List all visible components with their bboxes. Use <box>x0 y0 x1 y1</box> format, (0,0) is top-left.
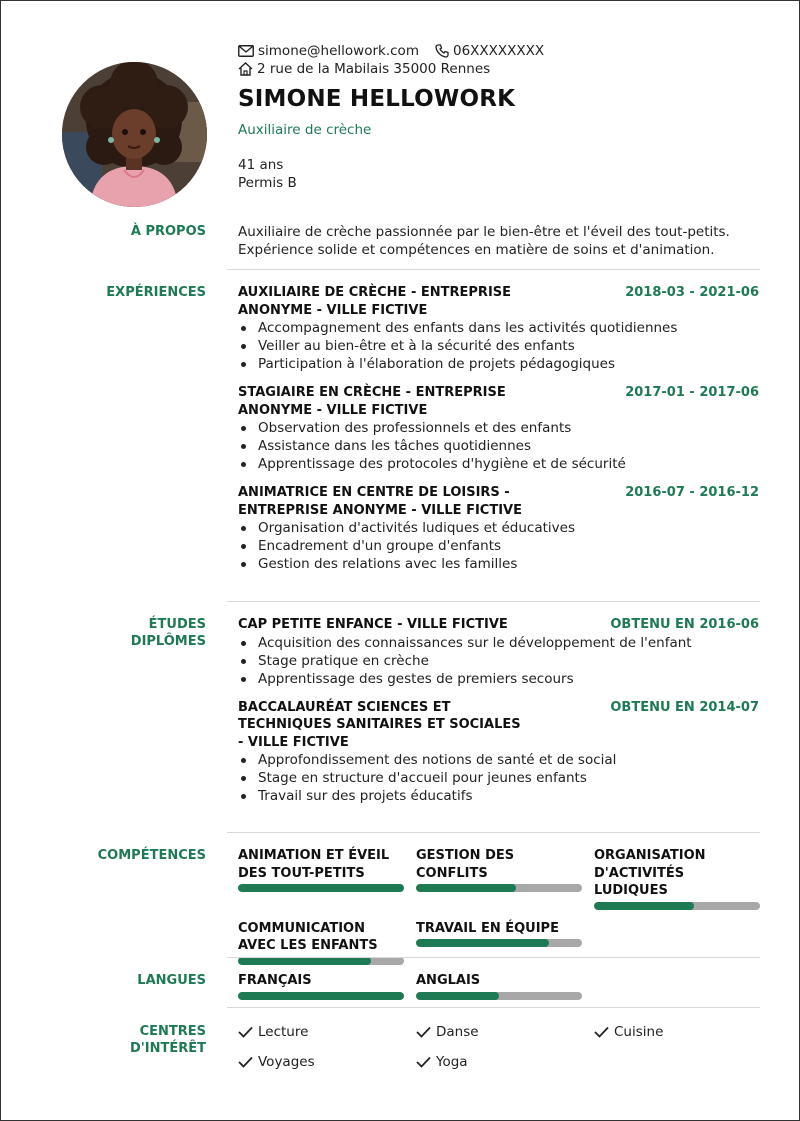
skill-level-fill <box>416 939 549 947</box>
skill-level-bar <box>416 939 582 947</box>
bullet-item: Apprentissage des gestes de premiers secours <box>238 670 759 688</box>
checkmark-icon <box>238 1026 253 1038</box>
entry-date: OBTENU EN 2016-06 <box>610 617 759 632</box>
entry-date: OBTENU EN 2014-07 <box>610 699 759 715</box>
experience-label: EXPÉRIENCES <box>106 285 206 300</box>
language-level-bar <box>238 992 404 1000</box>
entry-title: BACCALAURÉAT SCIENCES ET TECHNIQUES SANITAIRES ET SOCIALES - VILLE FICTIVE <box>238 699 521 750</box>
entry-date: 2016-07 - 2016-12 <box>625 485 759 500</box>
skills-grid <box>238 847 759 965</box>
skill-name: ANIMATION ET ÉVEIL DES TOUT-PETITS <box>238 848 390 881</box>
bullet-item: Apprentissage des protocoles d'hygiène et de sécurité <box>238 455 759 473</box>
avatar-illustration-icon <box>62 62 207 207</box>
skill <box>594 847 760 910</box>
interest-item <box>416 1053 594 1071</box>
interest-item <box>594 1023 760 1041</box>
language <box>416 972 582 1000</box>
bullet-item: Acquisition des connaissances sur le développement de l'enfant <box>238 634 759 652</box>
skill-level-fill <box>594 902 694 910</box>
bullet-item: Assistance dans les tâches quotidiennes <box>238 437 759 455</box>
divider <box>227 832 760 833</box>
email-contact[interactable] <box>238 42 419 60</box>
bullet-item: Observation des professionnels et des enfants <box>238 419 759 437</box>
entry-date: 2018-03 - 2021-06 <box>625 285 759 300</box>
skill-name: ORGANISATION D'ACTIVITÉS LUDIQUES <box>594 848 706 898</box>
divider <box>227 601 760 602</box>
bullet-item: Stage en structure d'accueil pour jeunes enfants <box>238 769 759 787</box>
profile-photo <box>62 62 207 207</box>
bullet-item: Accompagnement des enfants dans les activités quotidiennes <box>238 319 759 337</box>
entry-bullets <box>238 319 759 373</box>
address-contact <box>238 60 490 78</box>
education-entry <box>238 699 759 806</box>
entry-title: STAGIAIRE EN CRÈCHE - ENTREPRISE ANONYME - VILLE FICTIVE <box>238 385 506 418</box>
interest-label: Lecture <box>258 1024 309 1040</box>
age: 41 ans <box>238 157 284 173</box>
header <box>238 42 763 192</box>
language-level-fill <box>238 992 404 1000</box>
checkmark-icon <box>238 1056 253 1068</box>
contact-row-1 <box>238 42 763 60</box>
email-text[interactable]: simone@hellowork.com <box>258 43 419 59</box>
skill-name: COMMUNICATION AVEC LES ENFANTS <box>238 920 378 953</box>
skill-level-bar <box>594 902 760 910</box>
phone-contact[interactable] <box>435 42 544 60</box>
address-text: 2 rue de la Mabilais 35000 Rennes <box>257 61 491 77</box>
divider <box>227 1007 760 1008</box>
bullet-item: Approfondissement des notions de santé et de social <box>238 751 759 769</box>
language-level-bar <box>416 992 582 1000</box>
bullet-item: Participation à l'élaboration de projets pédagogiques <box>238 355 759 373</box>
driving-license: Permis B <box>238 175 297 191</box>
interest-label: Yoga <box>436 1054 468 1070</box>
checkmark-icon <box>416 1056 431 1068</box>
interest-label: Danse <box>436 1024 479 1040</box>
skill-name: GESTION DES CONFLITS <box>416 848 515 881</box>
envelope-icon <box>238 45 254 57</box>
interest-item <box>416 1023 594 1041</box>
interests-label: CENTRES D'INTÉRÊT <box>130 1024 206 1056</box>
experience-entry <box>238 384 759 473</box>
experience-entry <box>238 484 759 573</box>
experience-entry <box>238 284 759 373</box>
phone-text[interactable]: 06XXXXXXXX <box>452 43 545 59</box>
education-label: ÉTUDES DIPLÔMES <box>130 617 206 649</box>
language <box>238 972 404 1000</box>
language-name: FRANÇAIS <box>238 973 312 988</box>
entry-date: 2017-01 - 2017-06 <box>625 385 759 400</box>
interests-grid <box>238 1023 759 1071</box>
bullet-item: Organisation d'activités ludiques et éducatives <box>238 519 759 537</box>
bullet-item: Travail sur des projets éducatifs <box>238 787 759 805</box>
skill <box>238 847 404 910</box>
entry-bullets <box>238 751 759 805</box>
bullet-item: Gestion des relations avec les familles <box>238 555 759 573</box>
divider <box>227 957 760 958</box>
languages-label: LANGUES <box>137 973 206 988</box>
languages-grid <box>238 972 759 1000</box>
checkmark-icon <box>416 1026 431 1038</box>
interest-item <box>238 1053 416 1071</box>
interest-label: Cuisine <box>614 1024 664 1040</box>
skills-label: COMPÉTENCES <box>97 848 206 863</box>
divider <box>227 269 760 270</box>
skill-level-bar <box>238 884 404 892</box>
entry-title: AUXILIAIRE DE CRÈCHE - ENTREPRISE ANONYME - VILLE FICTIVE <box>238 285 512 318</box>
entry-bullets <box>238 419 759 473</box>
education-entry <box>238 616 759 688</box>
bullet-item: Stage pratique en crèche <box>238 652 759 670</box>
entry-bullets <box>238 519 759 573</box>
skill-level-fill <box>238 884 404 892</box>
job-title: Auxiliaire de crèche <box>238 122 372 138</box>
interest-item <box>238 1023 416 1041</box>
skill-level-fill <box>416 884 516 892</box>
skill <box>416 847 582 910</box>
interest-label: Voyages <box>258 1054 315 1070</box>
entry-bullets <box>238 634 759 688</box>
language-name: ANGLAIS <box>416 973 481 988</box>
contact-row-2 <box>238 60 763 78</box>
skill-name: TRAVAIL EN ÉQUIPE <box>416 920 559 936</box>
phone-icon <box>435 44 449 58</box>
language-level-fill <box>416 992 499 1000</box>
entry-title: CAP PETITE ENFANCE - VILLE FICTIVE <box>238 617 508 632</box>
personal-info <box>238 156 763 192</box>
entry-title: ANIMATRICE EN CENTRE DE LOISIRS - ENTREPRISE ANONYME - VILLE FICTIVE <box>238 485 522 518</box>
bullet-item: Encadrement d'un groupe d'enfants <box>238 537 759 555</box>
candidate-name: SIMONE HELLOWORK <box>238 86 516 112</box>
about-text: Auxiliaire de crèche passionnée par le bien-être et l'éveil des tout-petits. Expérience solide et compétences en matière de soins et d'animation. <box>238 224 730 258</box>
checkmark-icon <box>594 1026 609 1038</box>
home-icon <box>238 62 253 76</box>
skill-level-bar <box>416 884 582 892</box>
bullet-item: Veiller au bien-être et à la sécurité des enfants <box>238 337 759 355</box>
about-label: À PROPOS <box>130 224 206 239</box>
